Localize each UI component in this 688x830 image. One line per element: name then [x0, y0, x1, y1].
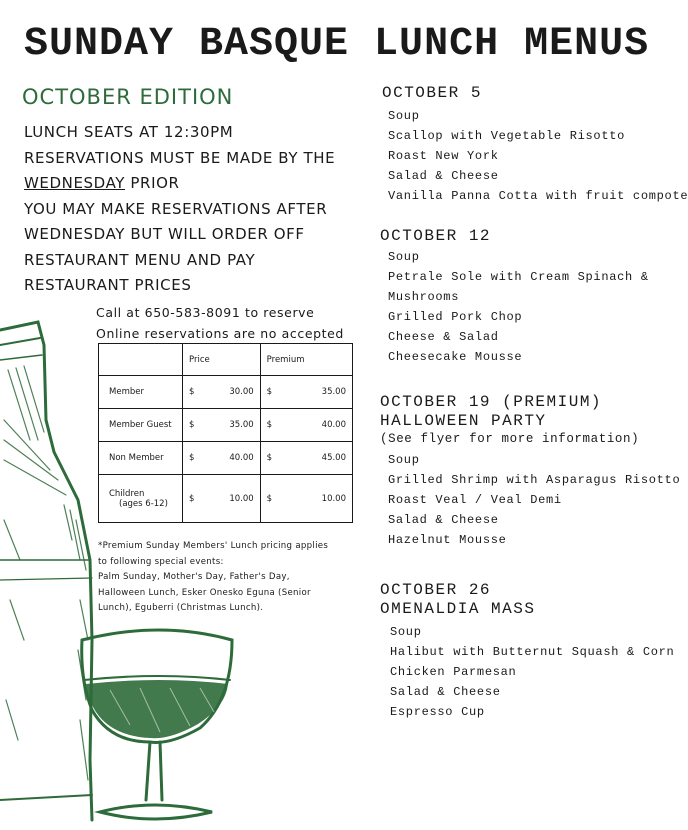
deadline-day: WEDNESDAY	[24, 174, 126, 192]
currency-symbol: $	[189, 420, 195, 430]
premium-value: 35.00	[321, 387, 346, 397]
menu-item: Hazelnut Mousse	[388, 533, 507, 547]
row-label-main: Children	[109, 488, 145, 499]
menu-item: Salad & Cheese	[388, 513, 499, 527]
menu-item: Chicken Parmesan	[390, 665, 517, 679]
menu-event-title: OMENALDIA MASS	[380, 600, 536, 618]
menu-items	[380, 622, 674, 722]
info-line: LUNCH SEATS AT 12:30PM	[24, 123, 234, 141]
menu-date: OCTOBER 19 (PREMIUM)	[380, 393, 603, 411]
menu-item: Salad & Cheese	[388, 169, 499, 183]
footnote-line: Palm Sunday, Mother's Day, Father's Day,	[98, 572, 290, 582]
page-title: SUNDAY BASQUE LUNCH MENUS	[24, 22, 650, 67]
premium-value: 10.00	[321, 493, 346, 504]
row-label: Member Guest	[99, 409, 183, 442]
menu-oct-5	[382, 84, 688, 206]
menu-item: Halibut with Butternut Squash & Corn	[390, 645, 675, 659]
header-cell	[99, 344, 183, 376]
price-cell	[183, 475, 261, 523]
footnote-line: Halloween Lunch, Esker Onesko Eguna (Senior	[98, 587, 311, 598]
premium-cell	[260, 475, 352, 523]
premium-cell	[260, 442, 352, 475]
menu-item: Scallop with Vegetable Risotto	[388, 129, 626, 143]
currency-symbol: $	[189, 493, 195, 504]
currency-symbol: $	[266, 493, 273, 504]
menu-event-title: HALLOWEEN PARTY	[380, 412, 547, 430]
menu-oct-19	[380, 393, 680, 550]
info-line	[24, 171, 364, 197]
phone-line: Call at 650-583-8091 to reserve	[96, 305, 315, 320]
row-label: Member	[99, 376, 183, 409]
menu-item: Espresso Cup	[390, 705, 485, 719]
table-header-row	[99, 344, 353, 376]
currency-symbol: $	[266, 387, 273, 397]
menu-item: Petrale Sole with Cream Spinach &	[388, 270, 649, 284]
premium-value: 40.00	[321, 420, 346, 430]
header-cell: Price	[183, 344, 261, 376]
price-cell	[183, 409, 261, 442]
menu-item: Salad & Cheese	[390, 685, 501, 699]
menu-item: Cheesecake Mousse	[388, 350, 523, 364]
menu-item: Grilled Pork Chop	[388, 310, 523, 324]
menu-item: Mushrooms	[388, 290, 460, 304]
menu-items	[382, 106, 688, 206]
table-row	[99, 442, 353, 475]
menu-items	[380, 247, 649, 367]
price-cell	[183, 376, 261, 409]
menu-oct-26	[380, 581, 674, 722]
currency-symbol: $	[266, 453, 273, 463]
currency-symbol: $	[266, 420, 273, 430]
reserve-contact	[96, 302, 344, 344]
price-value: 40.00	[229, 453, 254, 463]
price-cell	[183, 442, 261, 475]
footnote-line: Lunch), Eguberri (Christmas Lunch).	[98, 603, 264, 613]
reservation-info	[24, 120, 364, 299]
table-row	[99, 376, 353, 409]
edition-heading: OCTOBER EDITION	[22, 85, 234, 109]
info-line: YOU MAY MAKE RESERVATIONS AFTER	[24, 199, 328, 218]
table-row	[99, 475, 353, 523]
row-label: Non Member	[99, 442, 183, 475]
info-text: PRIOR	[125, 174, 180, 192]
header-cell: Premium	[260, 344, 352, 376]
menu-item: Grilled Shrimp with Asparagus Risotto	[388, 473, 681, 487]
online-note: Online reservations are no accepted	[96, 326, 344, 341]
price-table	[98, 343, 353, 523]
premium-footnote	[98, 539, 328, 617]
row-label-sub: (ages 6-12)	[119, 498, 168, 509]
currency-symbol: $	[189, 387, 195, 397]
info-line: RESTAURANT PRICES	[24, 276, 192, 294]
menu-item: Cheese & Salad	[388, 330, 499, 344]
menu-date: OCTOBER 26	[380, 581, 492, 599]
premium-cell	[260, 409, 352, 442]
footnote-line: to following special events:	[98, 556, 224, 567]
footnote-line: *Premium Sunday Members' Lunch pricing applies	[98, 541, 329, 551]
premium-cell	[260, 376, 352, 409]
price-value: 10.00	[229, 493, 254, 504]
menu-item: Roast New York	[388, 149, 499, 163]
info-line: RESERVATIONS MUST BE MADE BY THE	[24, 148, 336, 167]
menu-date: OCTOBER 5	[382, 84, 482, 102]
price-value: 35.00	[229, 420, 254, 430]
premium-value: 45.00	[321, 453, 346, 463]
menu-date: OCTOBER 12	[380, 227, 492, 245]
menu-item: Soup	[390, 625, 422, 639]
currency-symbol: $	[189, 453, 195, 463]
menu-item: Roast Veal / Veal Demi	[388, 493, 562, 507]
menu-item: Soup	[388, 453, 420, 467]
row-label	[99, 475, 183, 523]
menu-oct-12	[380, 227, 649, 367]
info-line: WEDNESDAY BUT WILL ORDER OFF	[24, 225, 305, 243]
price-value: 30.00	[229, 387, 254, 397]
menu-item: Soup	[388, 250, 420, 264]
menu-item: Soup	[388, 109, 420, 123]
menu-items	[380, 450, 680, 550]
info-line: RESTAURANT MENU AND PAY	[24, 250, 256, 269]
table-row	[99, 409, 353, 442]
menu-note: (See flyer for more information)	[380, 432, 640, 446]
menu-item: Vanilla Panna Cotta with fruit compote	[388, 189, 688, 203]
